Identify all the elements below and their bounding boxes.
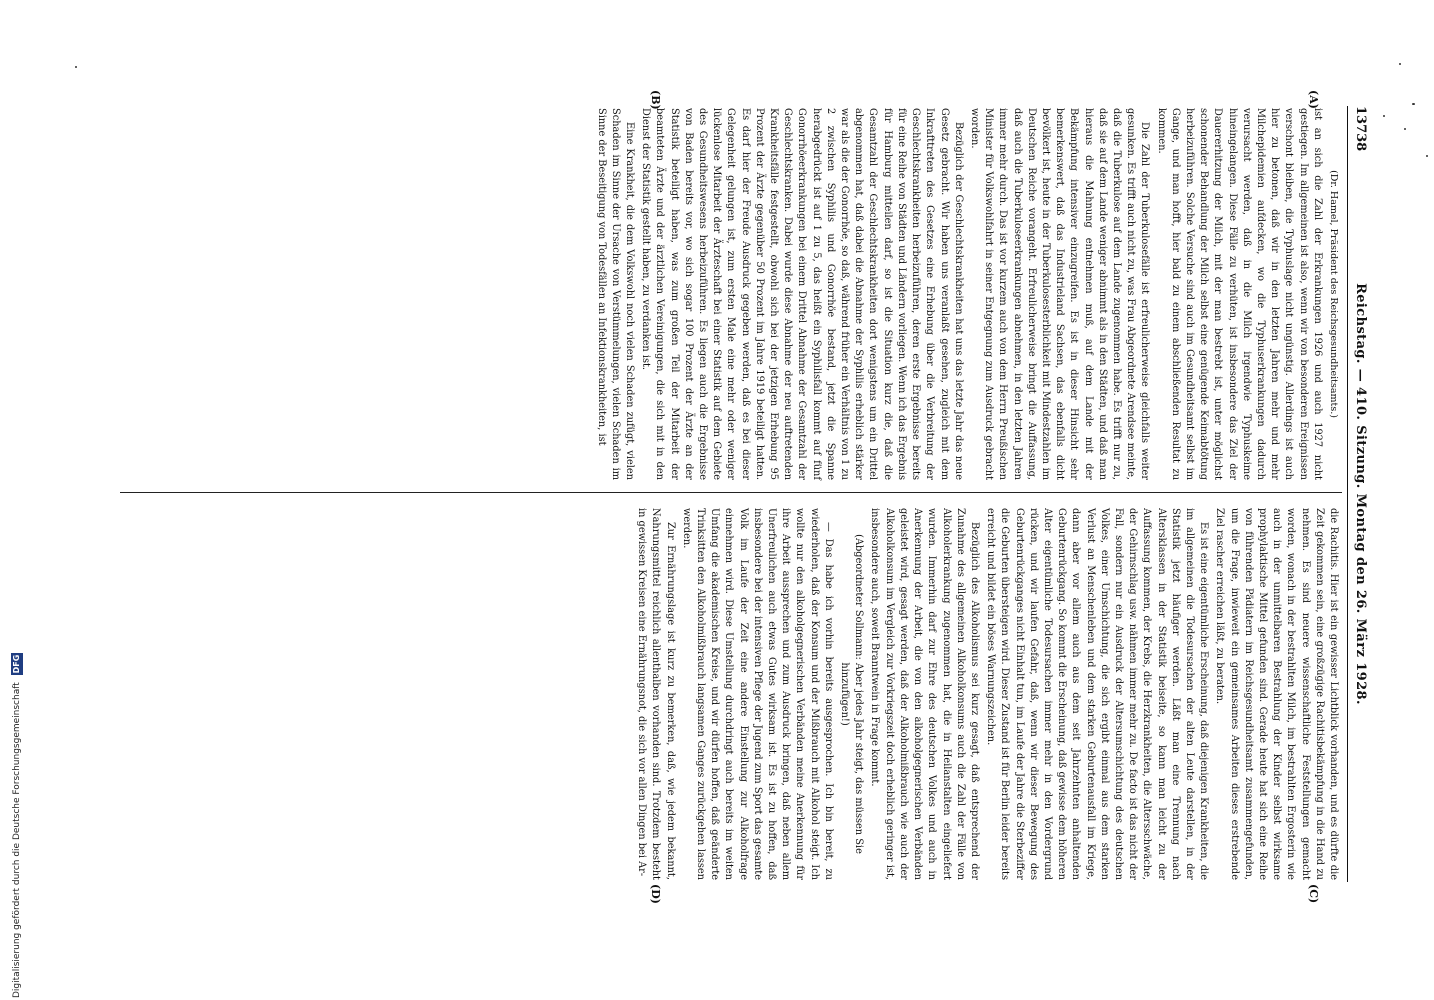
page-header	[1347, 106, 1370, 882]
speaker-note: (Dr. Hamel, Präsident des Reichsgesundheitsamts.)	[1328, 170, 1339, 418]
scan-speck	[1426, 155, 1428, 157]
left-column	[591, 108, 1340, 480]
margin-marker-d: (D)	[649, 884, 662, 904]
credit-text	[11, 653, 23, 998]
paragraph: Eine Krankheit, die dem Volkswohl noch vielen Schaden zufügt, vielen Schaden im Sinne der Ursache von Verstümmelungen, vielen Schaden im Sinne der Beseitigung von Todesfällen an Infektionskrankheiten, ist	[595, 108, 636, 480]
scan-speck	[75, 66, 77, 68]
margin-marker-b: (B)	[649, 90, 662, 110]
interjection: (Abgeordneter Sollmann: Aber jedes Jahr steigt, das müssen Sie hinzufügen!)	[839, 534, 865, 854]
paragraph: ist an sich die Zahl der Erkrankungen 1926 und auch 1927 nicht gestiegen. Im allgemeinen ist also, wenn wir von besonderen Ereignissen verschont bleiben, die Typhuslage nicht ungünstig. Allerdings ist auch hier zu betonen, daß wir in den letzten Jahren mehr und mehr Milchepidemien aufdecken, wo die Typhuserkrankungen dadurch verursacht werden, daß in die Milch irgendwie Typhuskeime hineingelangen. Diese Fälle zu verhüten, ist insbesondere das Ziel der Dauererhitzung der Milch, mit der man bestrebt ist, unter möglichst schonender Behandlung der Milch selbst eine genügende Keimabtötung herbeizuführen. Solche Versuche sind auch im Gesundheitsamt selbst im Gange, und man hofft, hier bald zu einem abschließenden Resultat zu kommen.	[1155, 108, 1323, 480]
column-divider	[120, 492, 1342, 493]
scan-speck	[1383, 115, 1385, 117]
paragraph: — Das habe ich vorhin bereits ausgesprochen. Ich bin bereit, zu wiederholen, daß der Konsum und der Mißbrauch mit Alkohol steigt. Ich wollte nur den alkoholgegnerischen Verbänden meine Anerkennung für ihre Arbeit aussprechen und zum Ausdruck bringen, daß neben allem Unerfreulichen auch etwas Gutes wirksam ist. Es ist zu hoffen, daß insbesondere bei der intensiven Pflege der Jugend zum Sport das gesamte Volk im Laufe der Zeit eine andere Einstellung zur Alkoholfrage einnehmen wird. Diese Umstellung durchdringt auch bereits im weiten Umfang die akademischen Kreise, und wir dürfen hoffen, daß geänderte Trinksitten den Alkoholmißbrauch langsamen Ganges zurückgehen lassen werden.	[680, 508, 834, 880]
margin-marker-c: (C)	[1307, 884, 1320, 904]
page-number: 13738	[1353, 106, 1368, 152]
margin-marker-a: (A)	[1307, 90, 1320, 109]
scan-speck	[1412, 103, 1415, 105]
scan-speck	[1404, 128, 1406, 130]
digitization-credit	[0, 0, 22, 1000]
session-title: Reichstag. — 410. Sitzung. Montag den 26. März 1928.	[1353, 283, 1368, 705]
right-column	[632, 508, 1340, 880]
paragraph: die Rachitis. Hier ist ein gewisser Lichtblick vorhanden, und es dürfte die Zeit gekommen sein, eine großzügige Rachitisbekämpfung in die Hand zu nehmen. Es sind neuere wissenschaftliche Feststellungen gemacht worden, wonach in der bestrahlten Milch, im bestrahlten Ergosterin wie auch in der unmittelbaren Bestrahlung der Kinder selbst wirksame prophylaktische Mittel gefunden sind. Gerade heute hat sich eine Reihe von führenden Pädiatern im Reichsgesundheitsamt zusammengefunden, um die Frage, inwieweit ein gemeinsames Arbeiten dieses erstrebende Ziel rascher erreichen läßt, zu beraten.	[1214, 508, 1339, 880]
paragraph: Bezüglich der Geschlechtskrankheiten hat uns das letzte Jahr das neue Gesetz gebracht. Wir haben uns veranlaßt gesehen, zugleich mit dem Inkrafttreten des Gesetzes eine Erhebung über die Verbreitung der Geschlechtskrankheiten herbeizuführen, deren erste Ergebnisse bereits für eine Reihe von Städten und Ländern vorliegen. Wenn ich das Ergebnis für Hamburg mitteilen darf, so ist die Situation kurz die, daß die Gesamtzahl der Geschlechtskrankheiten dort wenigstens um ein Drittel abgenommen hat, daß dabei die Abnahme der Syphilis erheblich stärker war als die der Gonorrhöe, so daß, während früher ein Verhältnis von 1 zu 2 zwischen Syphilis und Gonorrhöe bestand, jetzt die Spanne herabgedrückt ist auf 1 zu 5, das heißt ein Syphilisfall kommt auf fünf Gonorrhöeerkrankungen bei einem Drittel Abnahme der Gesamtzahl der Geschlechtskranken. Dabei wurde diese Abnahme der neu auftretenden Krankheitsfälle festgestellt, obwohl sich bei der jetzigen Erhebung 95 Prozent der Ärzte gegenüber 50 Prozent im Jahre 1919 beteiligt hatten. Es darf hier der Freude Ausdruck gegeben werden, daß es bei dieser Gelegenheit gelungen ist, zum ersten Male eine mehr oder weniger lückenlose Mitarbeit der Ärzteschaft bei einer Statistik auf dem Gebiete des Gesundheitswesens herbeizuführen. Es liegen auch die Ergebnisse von Baden bereits vor, wo sich sogar 100 Prozent der Ärzte an der Statistik beteiligt haben, was zum großen Teil der Mitarbeit der beamteten Ärzte und der ärztlichen Vereinigungen, die sich mit in den Dienst der Statistik gestellt haben, zu verdanken ist.	[640, 108, 964, 480]
paragraph: Die Zahl der Tuberkulosefälle ist erfreulicherweise gleichfalls weiter gesunken. Es trifft auch nicht zu, was Frau Abgeordnete Arendsee meinte, daß die Tuberkulose auf dem Lande zugenommen habe. Es trifft nur zu, daß sie auf dem Lande weniger abnimmt als in den Städten, und daß man hieraus die Mahnung entnehmen muß, auf dem Lande mit der Bekämpfung intensiver einzugreifen. Es ist in dieser Hinsicht sehr bemerkenswert, daß das Industrieland Sachsen, das ebenfalls dicht bevölkert ist, heute in der Tuberkulosesterblichkeit mit Mindestzahlen im Deutschen Reiche vorangeht. Erfreulicherweise bringt die Auffassung, daß auch die Tuberkuloseerkrankungen abnehmen, in den letzten Jahren immer mehr durch. Das ist vor kurzem auch von dem Herrn Preußischen Minister für Volkswohlfahrt in seiner Entgegnung zum Ausdruck gebracht worden.	[968, 108, 1151, 480]
scan-speck	[1399, 63, 1401, 65]
paragraph: Es ist eine eigentümliche Erscheinung, daß diejenigen Krankheiten, die im allgemeinen die Todesursachen der alten Leute darstellen, in der Statistik jetzt häufiger werden. Läßt man eine Trennung nach Altersklassen in der Statistik beiseite, so kann man leicht zu der Auffassung kommen, der Krebs, die Herzkrankheiten, die Altersschwäche, der Gehirnschlag usw. nähmen immer mehr zu. De facto ist das nicht der Fall, sondern nur ein Ausdruck der Altersumschichtung des deutschen Volkes, einer Umschichtung, die sich ergibt einmal aus dem starken Verlust an Menschenleben und dem starken Geburtenausfall im Kriege, dann aber vor allem auch aus dem seit Jahrzehnten anhaltenden Geburtenrückgang. So kommt die Erscheinung, daß gewisse dem höheren Alter eigentümliche Todesursachen immer mehr in den Vordergrund rücken, und wir laufen Gefahr, daß, wenn wir dieser Bewegung des Geburtenrückganges nicht Einhalt tun, im Laufe der Jahre die Sterbeziffer die Geburten übersteigen wird. Dieser Zustand ist für Berlin leider bereits erreicht und bildet ein böses Warnungszeichen.	[985, 508, 1210, 880]
paragraph: Zur Ernährungslage ist kurz zu bemerken, daß, wie jedem bekannt, Nahrungsmittel reichlich allenthalben vorhanden sind. Trotzdem besteht in gewissen Kreisen eine Ernährungsnot, die sich vor allen Dingen bei Ar-	[636, 508, 676, 880]
dfg-logo: DFG	[12, 654, 21, 674]
credit-label: Digitalisierung gefördert durch die Deutsche Forschungsgemeinschaft	[12, 682, 22, 998]
document-page	[115, 88, 1372, 904]
page-content	[115, 88, 1372, 904]
paragraph: Bezüglich des Alkoholismus sei kurz gesagt, daß entsprechend der Zunahme des allgemeinen Alkoholkonsums auch die Zahl der Fälle von Alkoholerkrankung zugenommen hat, die in Heilanstalten eingeliefert wurden. Immerhin darf zur Ehre des deutschen Volkes und auch in Anerkennung der Arbeit, die von den alkoholgegnerischen Verbänden geleistet wird, gesagt werden, daß der Alkoholmißbrauch wie auch der Alkoholkonsum im Vergleich zur Vorkriegszeit doch erheblich geringer ist, insbesondere auch, soweit Branntwein in Frage kommt.	[869, 508, 980, 880]
